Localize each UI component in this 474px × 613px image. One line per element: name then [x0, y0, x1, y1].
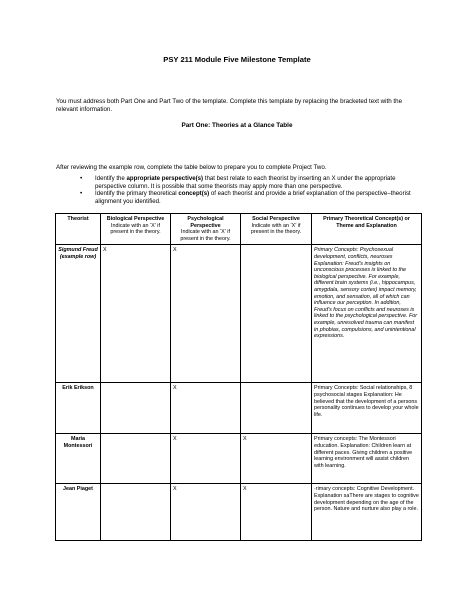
concept-cell[interactable]: Primary Concepts: Social relationships, 8 psychosocial stages Explanation: He believed that the development of a persons personality continues to develop your whole life. — [312, 383, 422, 434]
biological-cell[interactable] — [101, 383, 171, 434]
concept-cell[interactable]: Primary concepts: The Montessori education. Explanation: Children learn at different paces. Giving children a positive learning environment will assist children with learning. — [312, 434, 422, 484]
instruction-text: of each theorist and provide a brief explanation of the perspective–theorist alignment you identified. — [95, 190, 411, 205]
psychological-cell[interactable]: X — [171, 245, 241, 383]
social-cell[interactable] — [241, 383, 312, 434]
concept-cell[interactable]: ·rimary concepts: Cognitive Development. Explanation saThere are stages to cognitive development depending on the age of the person. Nature and nurture also play a role. — [312, 484, 422, 541]
instructions-paragraph: After reviewing the example row, complete the table below to prepare you to complete Project Two. — [56, 164, 327, 171]
table-row — [56, 245, 422, 383]
header-social-note: Indicate with an ‘X’ if present in the theory. — [250, 222, 302, 236]
header-psychological — [171, 214, 241, 245]
header-social — [241, 214, 312, 245]
header-concept-title: Primary Theoretical Concept(s) or Theme and Explanation — [323, 216, 410, 229]
social-cell[interactable]: X — [241, 434, 312, 484]
social-cell[interactable] — [241, 245, 312, 383]
instruction-list — [80, 175, 420, 205]
header-social-title: Social Perspective — [252, 216, 300, 222]
bullet-icon: • — [80, 175, 83, 182]
document-title: PSY 211 Module Five Milestone Template — [163, 55, 311, 64]
table-row — [56, 383, 422, 434]
table-row — [56, 484, 422, 541]
header-psychological-note: Indicate with an ‘X’ if present in the theory. — [180, 229, 231, 242]
header-biological-title: Biological Perspective — [106, 216, 165, 222]
table-header-row — [56, 214, 422, 245]
biological-cell[interactable] — [101, 434, 171, 484]
example-row-note: (example row) — [59, 253, 97, 260]
bullet-icon: • — [80, 190, 83, 198]
instruction-item — [80, 190, 420, 205]
instruction-item — [80, 175, 420, 190]
header-concept — [312, 214, 422, 245]
psychological-cell[interactable]: X — [171, 383, 241, 434]
theorist-cell — [56, 484, 101, 541]
psychological-cell[interactable]: X — [171, 434, 241, 484]
psychological-cell[interactable]: X — [171, 484, 241, 541]
concept-cell[interactable]: Primary Concepts: Psychosexual development, conflicts, neuroses Explanation: Freud's insights on unconscious processes is linked to the biological perspective. For example, different brain systems (i.e., hippocampus, amygdala, sensory cortex) impact memory, emotion, and sensation, all of which can influence our perception. In addition, Freud's focus on conflicts and neuroses is linked to the psychological perspective. For example, unresolved trauma can manifest in phobias, compulsions, and unintentional expressions. — [312, 245, 422, 383]
theorist-name: Erik Erikson — [62, 385, 94, 392]
biological-cell[interactable]: X — [101, 245, 171, 383]
table-row — [56, 434, 422, 484]
instruction-text: that best relate to each theorist by inserting an X under the appropriate perspective column. It is possible that some theorists may apply more than one perspective. — [95, 175, 396, 190]
instruction-emphasis: appropriate perspective(s) — [126, 175, 204, 182]
header-biological-note: Indicate with an ‘X’ if present in the theory. — [110, 222, 161, 236]
theorist-cell — [56, 383, 101, 434]
theorist-name: Jean Piaget — [63, 486, 93, 493]
part-one-heading: Part One: Theories at a Glance Table — [181, 122, 293, 129]
theorist-cell — [56, 434, 101, 484]
instruction-text: Identify the — [95, 175, 127, 182]
header-biological — [101, 214, 171, 245]
header-theorist: Theorist — [56, 214, 101, 245]
social-cell[interactable]: X — [241, 484, 312, 541]
instruction-emphasis: concept(s) — [178, 190, 210, 198]
header-psychological-title: Psychological Perspective — [187, 216, 224, 229]
theories-table — [55, 213, 422, 541]
biological-cell[interactable] — [101, 484, 171, 541]
theorist-name: Maria Montessori — [63, 436, 93, 449]
theorist-cell — [56, 245, 101, 383]
instruction-text: Identify the primary theoretical — [95, 190, 179, 198]
intro-paragraph: You must address both Part One and Part Two of the template. Complete this template by replacing the bracketed text with the relevant information. — [56, 98, 403, 113]
theorist-name: Sigmund Freud — [58, 247, 98, 254]
